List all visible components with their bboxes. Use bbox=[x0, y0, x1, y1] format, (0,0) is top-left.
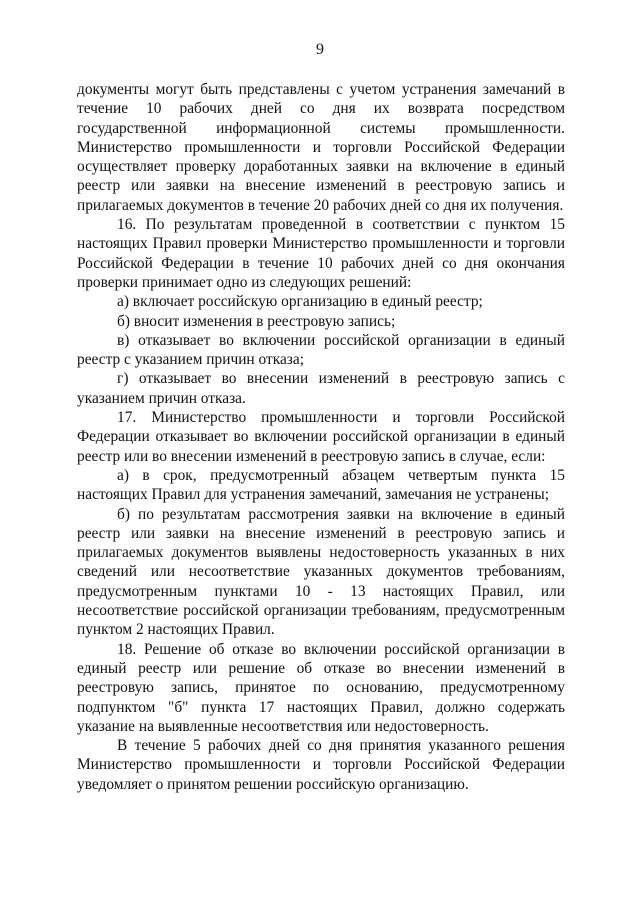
paragraph-16-v: в) отказывает во включении российской организации в единый реестр с указанием причин отказа; bbox=[77, 331, 565, 369]
paragraph-16-b: б) вносит изменения в реестровую запись; bbox=[117, 312, 396, 330]
paragraph-18: 18. Решение об отказе во включении российской организации в единый реестр или решение об отказе во внесении изменений в реестровую запись, принятое по основанию, предусмотренному подпунктом "б" пункта 17 настоящих Правил, должно содержать указание на выявленные несоответствия или недостоверность. bbox=[77, 640, 565, 735]
paragraph-18-notification: В течение 5 рабочих дней со дня принятия указанного решения Министерство промышленности и торговли Российской Федерации уведомляет о принятом решении российскую организацию. bbox=[77, 737, 565, 793]
page-number: 9 bbox=[316, 41, 324, 58]
paragraph-continuation: документы могут быть представлены с учетом устранения замечаний в течение 10 рабочих дней со дня их возврата посредством государственной информационной системы промышленности. Министерство промышленности и торговли Российской Федерации осуществляет проверку доработанных заявки на включение в единый реестр или заявки на внесение изменений в реестровую запись и прилагаемых документов в течение 20 рабочих дней со дня их получения. bbox=[77, 81, 565, 214]
document-body bbox=[77, 80, 565, 794]
paragraph-16-a: а) включает российскую организацию в единый реестр; bbox=[117, 293, 483, 311]
paragraph-16: 16. По результатам проведенной в соответствии с пунктом 15 настоящих Правил проверки Министерство промышленности и торговли Российской Федерации в течение 10 рабочих дней со дня окончания проверки принимает одно из следующих решений: bbox=[77, 216, 565, 291]
paragraph-16-g: г) отказывает во внесении изменений в реестровую запись с указанием причин отказа. bbox=[77, 370, 565, 407]
paragraph-17-a: а) в срок, предусмотренный абзацем четвертым пункта 15 настоящих Правил для устранения замечаний, замечания не устранены; bbox=[77, 466, 565, 504]
paragraph-17-b: б) по результатам рассмотрения заявки на включение в единый реестр или заявки на внесение изменений в реестровую запись и прилагаемых документов выявлены недостоверность указанных в них сведений или несоответствие указанных документов требованиям, предусмотренным пунктами 10 - 13 настоящих Правил, или несоответствие российской организации требованиям, предусмотренным пунктом 2 настоящих Правил. bbox=[77, 505, 565, 639]
paragraph-17: 17. Министерство промышленности и торговли Российской Федерации отказывает во включении российской организации в единый реестр или во внесении изменений в реестровую запись в случае, если: bbox=[77, 409, 565, 465]
